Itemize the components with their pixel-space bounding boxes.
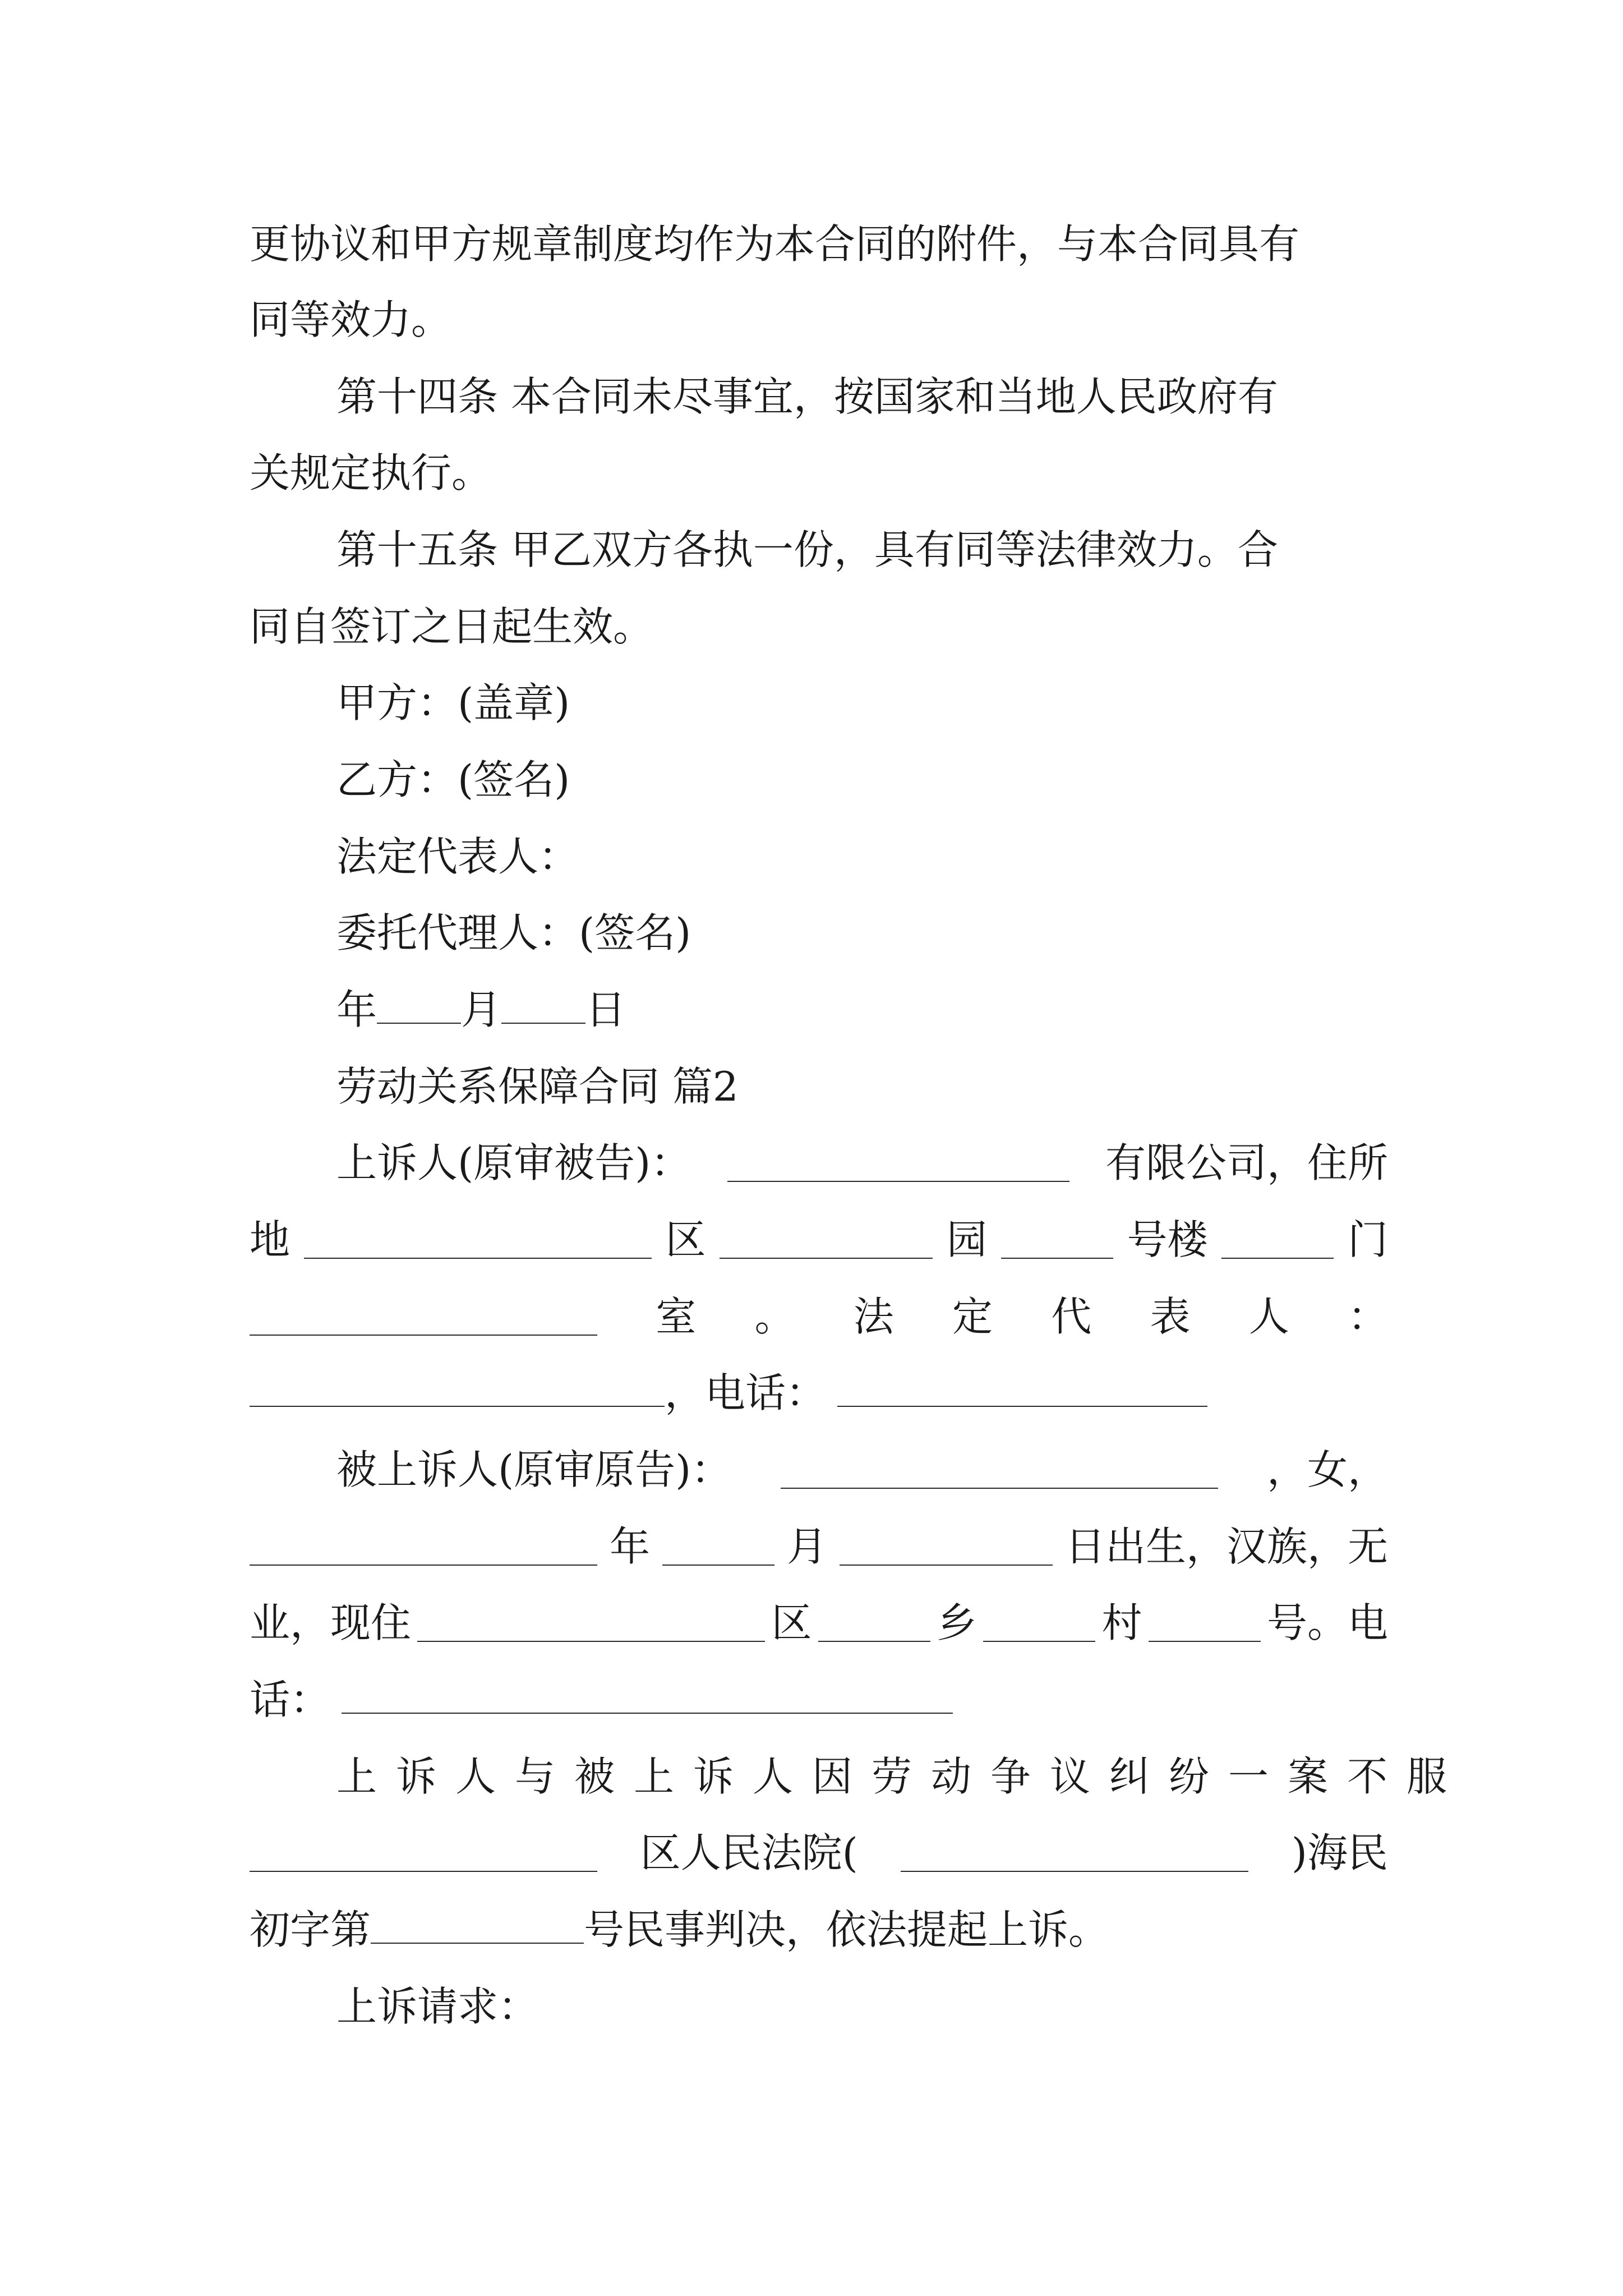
appeal-statement-line-2: [250, 1825, 1388, 1881]
text: 月: [786, 1523, 827, 1570]
representative-blank: [250, 1369, 665, 1407]
text: 委托代理人：(签名): [336, 909, 691, 956]
text: 同自签订之日起生效。: [250, 603, 654, 650]
appellee-phone-blank: [342, 1676, 953, 1714]
year-blank: [377, 986, 461, 1024]
year-label: 年: [336, 986, 377, 1033]
text: 区: [665, 1216, 706, 1263]
residence-blank-4: [1149, 1604, 1261, 1642]
text: ，电话：: [665, 1369, 827, 1416]
text: 代: [1051, 1293, 1092, 1340]
para-line-1: [250, 216, 1299, 272]
text: 室: [656, 1293, 697, 1340]
phone-blank: [837, 1369, 1207, 1407]
text: 区: [771, 1599, 812, 1646]
section-heading: [336, 1059, 739, 1115]
birth-year-blank: [250, 1527, 597, 1566]
text: 甲方：(盖章): [336, 679, 570, 726]
authorized-agent: [336, 905, 691, 961]
text: 定: [952, 1293, 993, 1340]
text: 村: [1101, 1599, 1142, 1646]
article-15-line-2: [250, 599, 653, 655]
text: 乙方：(签名): [336, 756, 570, 803]
text: 。: [754, 1293, 795, 1340]
text: ：: [1347, 1293, 1388, 1340]
text: 号。电: [1266, 1599, 1388, 1646]
text: 法: [853, 1293, 894, 1340]
text: 人: [1248, 1293, 1289, 1340]
birth-month-blank: [662, 1527, 774, 1566]
appellee-blank: [781, 1451, 1218, 1489]
court-blank: [250, 1834, 597, 1872]
text: )海民: [1291, 1829, 1388, 1876]
text: 园: [946, 1216, 987, 1263]
date-line: [336, 982, 626, 1038]
text: 年: [609, 1523, 650, 1570]
room-representative-line: [250, 1289, 1388, 1345]
text: 同等效力。: [250, 296, 452, 343]
address-blank-2: [720, 1221, 933, 1259]
day-label: 日: [585, 986, 626, 1033]
appellant-line: [336, 1135, 1388, 1191]
text: 号民事判决，依法提起上诉。: [584, 1906, 1109, 1953]
legal-representative: [336, 829, 579, 885]
month-label: 月: [461, 986, 502, 1033]
address-blank-3: [1001, 1221, 1113, 1259]
para-line-2: [250, 292, 451, 348]
text: 业，现住: [250, 1599, 412, 1646]
residence-blank-3: [983, 1604, 1095, 1642]
text: ，女，: [1266, 1446, 1388, 1493]
month-blank: [501, 986, 585, 1024]
text: 地: [250, 1216, 291, 1263]
text: 劳动关系保障合同 篇2: [336, 1063, 739, 1110]
residence-blank-2: [818, 1604, 930, 1642]
text: 门: [1347, 1216, 1388, 1263]
article-14-line-1: [336, 369, 1278, 425]
company-suffix: 有限公司，住所: [1105, 1139, 1388, 1186]
text: 关规定执行。: [250, 449, 492, 496]
text: 更协议和甲方规章制度均作为本合同的附件，与本合同具有: [250, 220, 1300, 268]
appellant-blank: [727, 1144, 1069, 1182]
appeal-requests-heading: [336, 1978, 538, 2035]
article-15-line-1: [336, 522, 1278, 578]
appellee-label: 被上诉人(原审原告)：: [336, 1446, 732, 1493]
birth-day-blank: [840, 1527, 1053, 1566]
appellee-phone-line: [250, 1672, 953, 1728]
text: 乡: [936, 1599, 977, 1646]
address-line: [250, 1212, 1388, 1268]
text: 号楼: [1127, 1216, 1208, 1263]
appellant-label: 上诉人(原审被告)：: [336, 1139, 691, 1186]
birth-date-line: [250, 1519, 1388, 1575]
appeal-statement-line-3: [250, 1902, 1109, 1958]
appeal-statement-line-1: [336, 1749, 1467, 1805]
article-14-line-2: [250, 445, 492, 501]
text: 上诉请求：: [336, 1983, 539, 2030]
representative-phone-line: [250, 1365, 1207, 1421]
text: 表: [1150, 1293, 1191, 1340]
text: 话：: [250, 1676, 331, 1723]
case-number-blank: [371, 1906, 584, 1944]
text: 区人民法院(: [640, 1829, 858, 1876]
room-blank: [250, 1297, 597, 1336]
text: 法定代表人：: [336, 833, 579, 880]
text: 上诉人与被上诉人因劳动争议纠纷一案不服: [336, 1753, 1467, 1800]
address-blank-4: [1221, 1221, 1334, 1259]
text: 第十五条 甲乙双方各执一份，具有同等法律效力。合: [336, 526, 1278, 573]
text: 初字第: [250, 1906, 371, 1953]
address-blank-1: [304, 1221, 652, 1259]
appellee-line: [336, 1442, 1388, 1498]
party-b-signature: [336, 752, 570, 808]
party-a-seal: [336, 675, 570, 731]
text: 第十四条 本合同未尽事宜，按国家和当地人民政府有: [336, 373, 1278, 420]
case-year-blank: [901, 1834, 1248, 1872]
residence-blank-1: [417, 1604, 765, 1642]
residence-line: [250, 1595, 1388, 1651]
text: 日出生，汉族，无: [1064, 1523, 1388, 1570]
